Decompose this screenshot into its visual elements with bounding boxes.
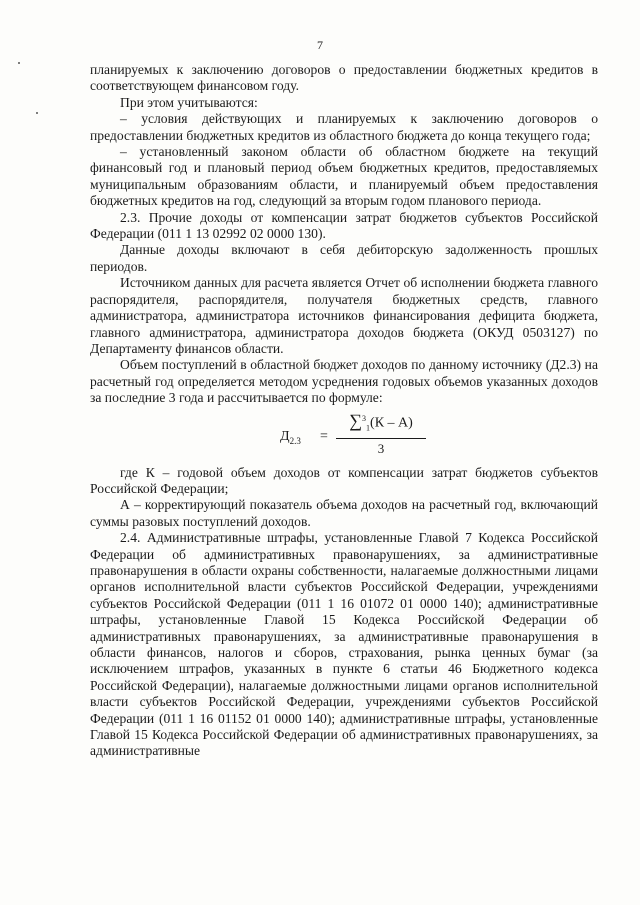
formula bbox=[90, 411, 598, 463]
paragraph: 2.3. Прочие доходы от компенсации затрат бюджетов субъектов Российской Федерации (011 1 13 02992 02 0000 130). bbox=[90, 209, 598, 242]
paragraph: Объем поступлений в областной бюджет доходов по данному источнику (Д2.3) на расчетный год определяется методом усреднения годовых объемов указанных доходов за последние 3 года и рассчитывается по формуле: bbox=[90, 357, 598, 406]
scan-speck bbox=[36, 112, 38, 114]
document-body bbox=[90, 62, 598, 760]
scan-speck bbox=[18, 62, 20, 64]
formula-lhs: $Д_{2.3}$ bbox=[280, 428, 301, 446]
paragraph: – условия действующих и планируемых к заключению договоров о предоставлении бюджетных кредитов из областного бюджета до конца текущего года; bbox=[90, 111, 598, 143]
formula-equals: = bbox=[320, 428, 328, 444]
formula-denominator: 3 bbox=[377, 441, 385, 457]
formula-numerator: ∑$^3_1$(К – А) bbox=[336, 411, 426, 440]
paragraph: Данные доходы включают в себя дебиторскую задолженность прошлых периодов. bbox=[90, 242, 598, 274]
paragraph: Источником данных для расчета является Отчет об исполнении бюджета главного распорядителя, распорядителя, получателя бюджетных средств, главного администратора, администратора источников финансирования дефицита бюджета, главного администратора, администратора доходов бюджета (ОКУД 0503127) по Департаменту финансов области. bbox=[90, 275, 598, 356]
paragraph: А – корректирующий показатель объема доходов на расчетный год, включающий суммы разовых поступлений доходов. bbox=[90, 497, 598, 529]
paragraph: планируемых к заключению договоров о предоставлении бюджетных кредитов в соответствующем финансовом году. bbox=[90, 62, 598, 94]
paragraph: При этом учитываются: bbox=[120, 94, 258, 110]
paragraph: где К – годовой объем доходов от компенсации затрат бюджетов субъектов Российской Федерации; bbox=[90, 464, 598, 496]
paragraph: – установленный законом области об областном бюджете на текущий финансовый год и плановый период объем бюджетных кредитов, предоставляемых муниципальным образованиям области, и планируемый объем предоставления бюджетных кредитов на год, следующий за вторым годом планового периода. bbox=[90, 144, 598, 209]
page-number: 7 bbox=[317, 38, 323, 52]
paragraph: 2.4. Административные штрафы, установленные Главой 7 Кодекса Российской Федерации об административных правонарушениях, за административные правонарушения в области охраны собственности, налагаемые должностными лицами органов исполнительной власти субъектов Российской Федерации, учреждениями субъектов Российской Федерации (011 1 16 01072 01 0000 140); административные штрафы, установленные Главой 15 Кодекса Российской Федерации об административных правонарушениях, за административные правонарушения в области финансов, налогов и сборов, страхования, рынка ценных бумаг (за исключением штрафов, указанных в пункте 6 статьи 46 Бюджетного кодекса Российской Федерации), налагаемые должностными лицами органов исполнительной власти субъектов Российской Федерации, учреждениями субъектов Российской Федерации (011 1 16 01152 01 0000 140); административные штрафы, установленные Главой 15 Кодекса Российской Федерации об административных правонарушениях, за административные bbox=[90, 530, 598, 759]
formula-fraction bbox=[336, 411, 426, 458]
